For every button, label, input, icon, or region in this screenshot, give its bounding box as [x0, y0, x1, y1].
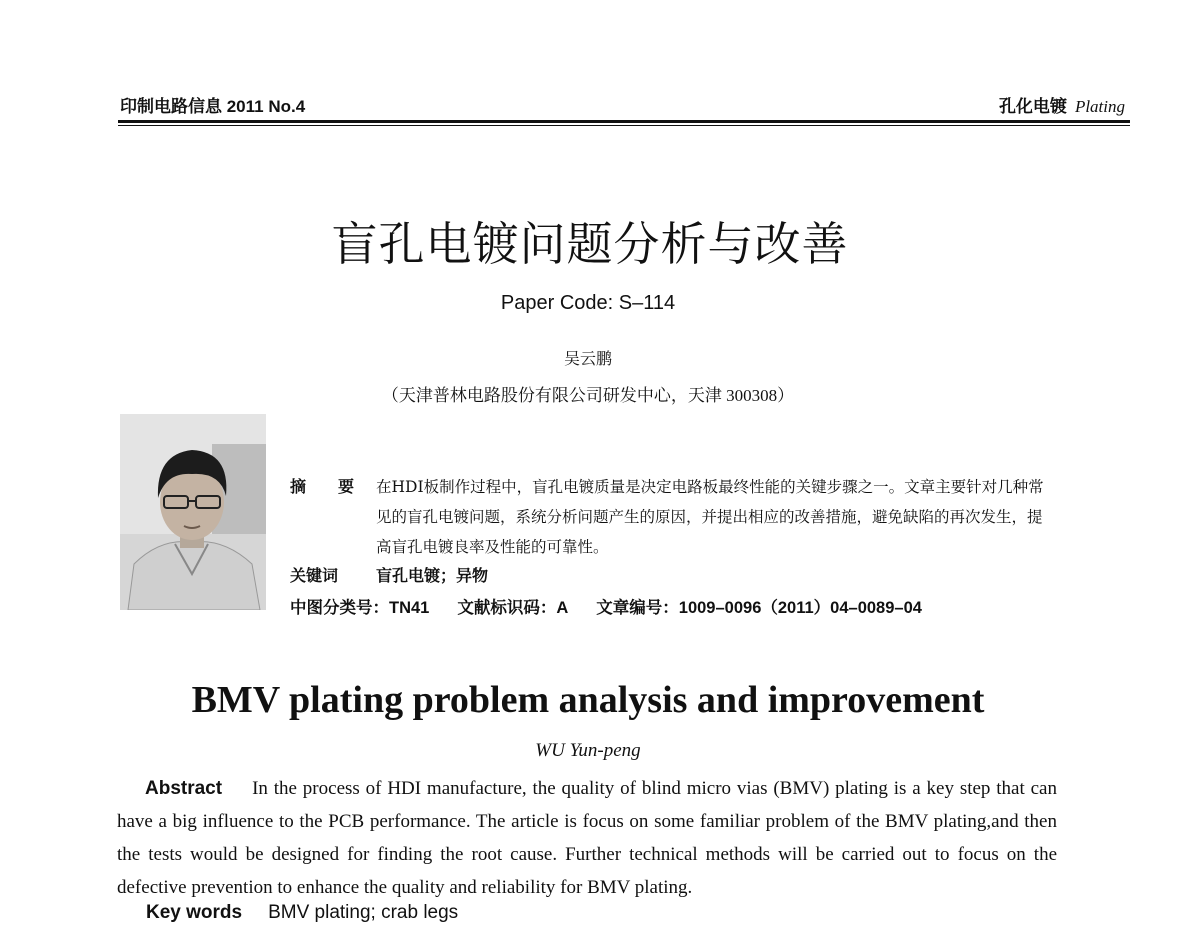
keywords-value-english: BMV plating; crab legs: [268, 902, 459, 923]
title-english: BMV plating problem analysis and improvement: [191, 679, 985, 721]
header-rule-thin: [118, 125, 1130, 126]
abstract-label-chinese: 摘 要: [290, 479, 369, 496]
portrait-image: [120, 414, 266, 610]
section-header-cn: 孔化电镀: [998, 97, 1067, 116]
header-rule-thick: [118, 120, 1130, 123]
paper-code: Paper Code: S–114: [500, 292, 676, 314]
keywords-label-english: Key words: [146, 902, 243, 923]
classification-line: [290, 594, 950, 618]
keywords-label-chinese: 关键词: [290, 568, 339, 585]
article-number: 文章编号：1009–0096（2011）04–0089–04: [596, 599, 922, 617]
abstract-label-english: Abstract: [145, 778, 223, 799]
clc-number: 中图分类号：TN41: [290, 599, 430, 617]
author-photo: [120, 414, 266, 610]
keywords-chinese: 盲孔电镀；异物: [376, 568, 489, 585]
journal-header: 印制电路信息 2011 No.4: [120, 97, 306, 116]
keywords-english: [146, 902, 458, 924]
abstract-text-english: In the process of HDI manufacture, the quality of blind micro vias (BMV) plating is a key step that can have a big influence to the PCB performance. The article is focus on some familiar problem of the BMV plating,and then the tests would be designed for finding the root cause. Further technical methods will be carried out to focus on the defective prevention to enhance the quality and reliability for BMV plating.: [117, 778, 1057, 898]
abstract-chinese: 在HDI板制作过程中，盲孔电镀质量是决定电路板最终性能的关键步骤之一。文章主要针对几种常见的盲孔电镀问题，系统分析问题产生的原因，并提出相应的改善措施，避免缺陷的再次发生，提高盲孔电镀良率及性能的可靠性。: [376, 478, 1044, 556]
author-english: WU Yun-peng: [535, 740, 641, 761]
section-header: [999, 92, 1125, 117]
affiliation-chinese: （天津普林电路股份有限公司研发中心，天津 300308）: [381, 386, 795, 405]
author-chinese: 吴云鹏: [563, 351, 612, 368]
document-code: 文献标识码：A: [457, 599, 569, 617]
section-header-en: Plating: [1074, 97, 1125, 116]
title-chinese: 盲孔电镀问题分析与改善: [331, 217, 849, 271]
abstract-english: [117, 772, 1057, 904]
